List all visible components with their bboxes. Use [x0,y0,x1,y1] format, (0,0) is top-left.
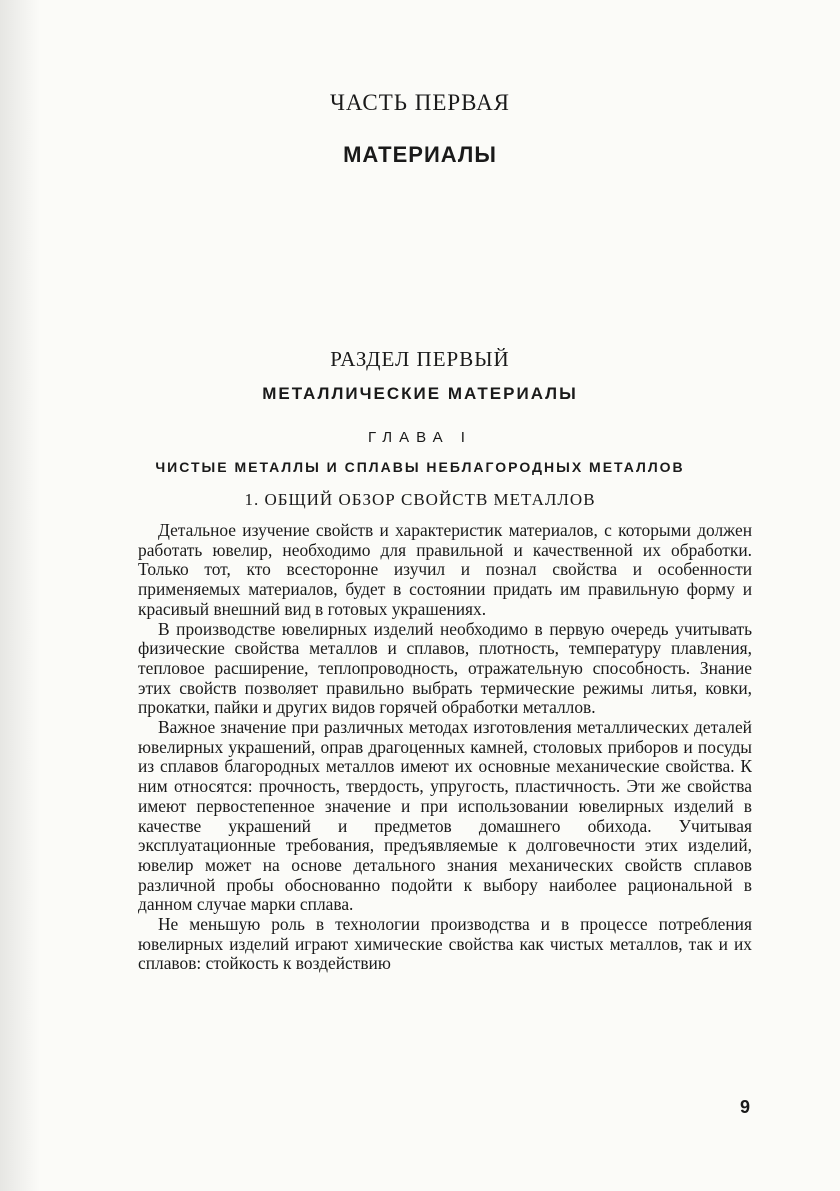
page-number: 9 [739,1097,750,1117]
paragraph: Важное значение при различных методах изготовления металлических деталей ювелирных украшений, оправ драгоценных камней, столовых приборов и посуды из сплавов благородных металлов имеют их основные механические свойства. К ним относятся: прочность, твердость, упругость, пластичность. Эти же свойства имеют первостепенное значение и при использовании ювелирных изделий в качестве украшений и предметов домашнего обихода. Учитывая эксплуатационные требования, предъявляемые к долговечности этих изделий, ювелир может на основе детального знания механических свойств сплавов различной пробы обоснованно подойти к выбору наиболее рациональной в данном случае марки сплава. [138,717,752,915]
part-title: ЧАСТЬ ПЕРВАЯ [329,90,511,115]
subsection-title: 1. ОБЩИЙ ОБЗОР СВОЙСТВ МЕТАЛЛОВ [244,490,596,509]
section-title: РАЗДЕЛ ПЕРВЫЙ [330,347,510,371]
part-subtitle: МАТЕРИАЛЫ [343,142,497,167]
body-text [138,521,752,974]
paragraph: Детальное изучение свойств и характеристик материалов, с которыми должен работать ювелир, необходимо для правильной и качественной их обработки. Только тот, кто всесторонне изучил и познал свойства и особенности применяемых материалов, будет в состоянии придать им правильную форму и красивый внешний вид в готовых украшениях. [138,520,752,619]
chapter-label: ГЛАВА I [368,429,472,446]
paragraph: Не меньшую роль в технологии производства и в процессе потребления ювелирных изделий играют химические свойства как чистых металлов, так и их сплавов: стойкость к воздействию [138,914,752,974]
section-subtitle: МЕТАЛЛИЧЕСКИЕ МАТЕРИАЛЫ [262,384,578,403]
paragraph: В производстве ювелирных изделий необходимо в первую очередь учитывать физические свойства металлов и сплавов, плотность, температуру плавления, тепловое расширение, теплопроводность, отражательную способность. Знание этих свойств позволяет правильно выбрать термические режимы литья, ковки, прокатки, пайки и других видов горячей обработки металлов. [138,618,752,718]
chapter-title: ЧИСТЫЕ МЕТАЛЛЫ И СПЛАВЫ НЕБЛАГОРОДНЫХ МЕТАЛЛОВ [155,459,685,475]
